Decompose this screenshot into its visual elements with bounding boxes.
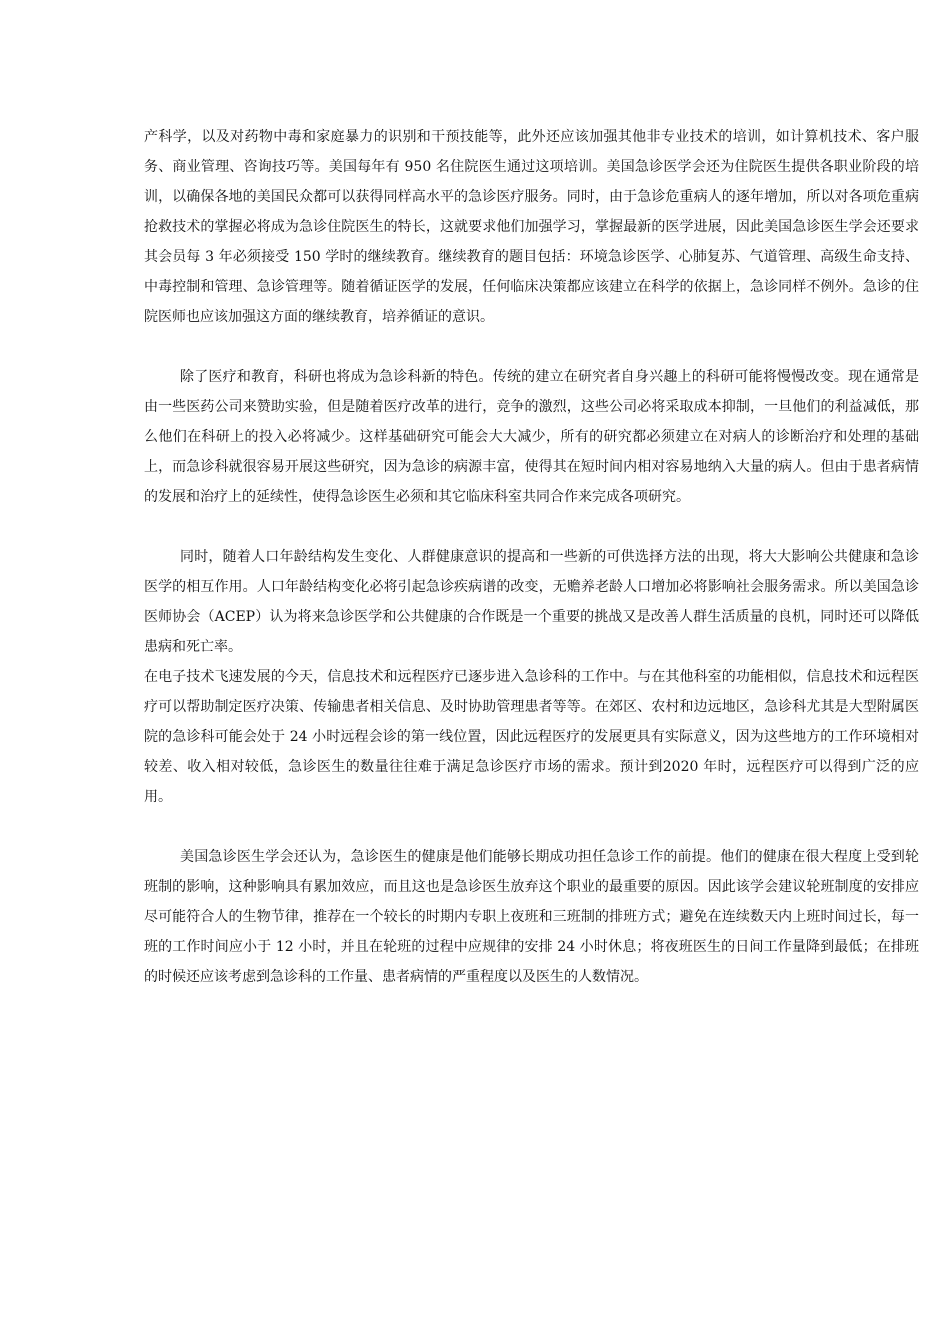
paragraph-public-health: 同时，随着人口年龄结构发生变化、人群健康意识的提高和一些新的可供选择方法的出现，将大大影响公共健康和急诊医学的相互作用。人口年龄结构变化必将引起急诊疾病谱的改变，无赡养老龄人口增加必将影响社会服务需求。所以美国急诊医师协会（ACEP）认为将来急诊医学和公共健康的合作既是一个重要的挑战又是改善人群生活质量的良机，同时还可以降低患病和死亡率。 bbox=[144, 549, 919, 655]
document-page bbox=[144, 122, 919, 992]
paragraph-research: 除了医疗和教育，科研也将成为急诊科新的特色。传统的建立在研究者自身兴趣上的科研可能将慢慢改变。现在通常是由一些医药公司来赞助实验，但是随着医疗改革的进行，竞争的激烈，这些公司必将采取成本抑制，一旦他们的利益减低，那么他们在科研上的投入必将减少。这样基础研究可能会大大减少，所有的研究都必须建立在对病人的诊断治疗和处理的基础上，而急诊科就很容易开展这些研究，因为急诊的病源丰富，使得其在短时间内相对容易地纳入大量的病人。但由于患者病情的发展和治疗上的延续性，使得急诊医生必须和其它临床科室共同合作来完成各项研究。 bbox=[144, 369, 919, 505]
paragraph-physician-health: 美国急诊医生学会还认为，急诊医生的健康是他们能够长期成功担任急诊工作的前提。他们的健康在很大程度上受到轮班制的影响，这种影响具有累加效应，而且这也是急诊医生放弃这个职业的最重要的原因。因此该学会建议轮班制度的安排应尽可能符合人的生物节律，推荐在一个较长的时期内专职上夜班和三班制的排班方式；避免在连续数天内上班时间过长，每一班的工作时间应小于 12 小时，并且在轮班的过程中应规律的安排 24 小时休息；将夜班医生的日间工作量降到最低；在排班的时候还应该考虑到急诊科的工作量、患者病情的严重程度以及医生的人数情况。 bbox=[144, 849, 919, 985]
paragraph-residency-training: 产科学，以及对药物中毒和家庭暴力的识别和干预技能等，此外还应该加强其他非专业技术的培训，如计算机技术、客户服务、商业管理、咨询技巧等。美国每年有 950 名住院医生通过这项培训。美国急诊医学会还为住院医生提供各职业阶段的培训，以确保各地的美国民众都可以获得同样高水平的急诊医疗服务。同时，由于急诊危重病人的逐年增加，所以对各项危重病抢救技术的掌握必将成为急诊住院医生的特长，这就要求他们加强学习，掌握最新的医学进展，因此美国急诊医生学会还要求其会员每 3 年必须接受 150 学时的继续教育。继续教育的题目包括：环境急诊医学、心肺复苏、气道管理、高级生命支持、中毒控制和管理、急诊管理等。随着循证医学的发展，任何临床决策都应该建立在科学的依据上，急诊同样不例外。急诊的住院医师也应该加强这方面的继续教育，培养循证的意识。 bbox=[144, 129, 919, 325]
paragraph-telemedicine: 在电子技术飞速发展的今天，信息技术和远程医疗已逐步进入急诊科的工作中。与在其他科室的功能相似，信息技术和远程医疗可以帮助制定医疗决策、传输患者相关信息、及时协助管理患者等等。在郊区、农村和边远地区，急诊科尤其是大型附属医院的急诊科可能会处于 24 小时远程会诊的第一线位置，因此远程医疗的发展更具有实际意义，因为这些地方的工作环境相对较差、收入相对较低，急诊医生的数量往往难于满足急诊医疗市场的需求。预计到2020 年时，远程医疗可以得到广泛的应用。 bbox=[144, 669, 919, 805]
